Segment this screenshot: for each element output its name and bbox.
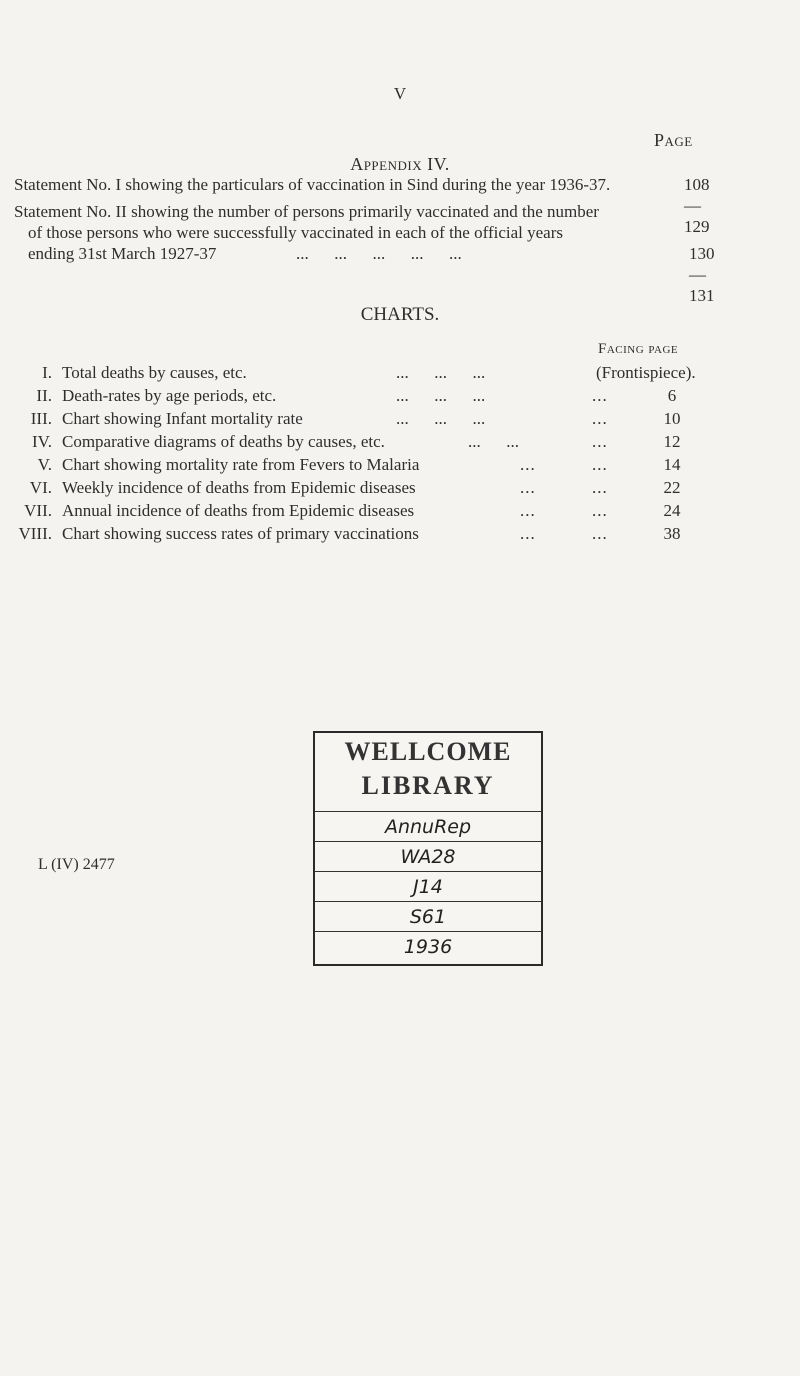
statement-2-line-1: Statement No. II showing the number of persons primarily vaccinated and the number [14,202,599,221]
chart-desc: Comparative diagrams of deaths by causes, etc. [62,432,385,451]
statement-2-line-3-text: ending 31st March 1927-37 [28,244,217,263]
chart-row [0,386,800,408]
chart-leader-2: ... [592,478,608,497]
chart-row [0,478,800,500]
chart-desc: Weekly incidence of deaths from Epidemic diseases [62,478,416,497]
chart-desc: Death-rates by age periods, etc. [62,386,277,405]
chart-leader: ... ... [468,432,519,451]
chart-leader-2: ... [592,386,608,405]
stamp-entry: 1936 [315,931,541,963]
chart-page: 10 [663,409,681,428]
chart-leader-2: ... [592,501,608,520]
statement-1-text: Statement No. I showing the particulars of vaccination in Sind during the year 1936-37. [14,175,611,194]
chart-page: 24 [663,501,681,520]
chart-row [0,524,800,546]
page-number: V [393,84,407,103]
chart-leader-2: ... [592,524,608,543]
chart-leader-2: ... [592,409,608,428]
stamp-title-line-2: LIBRARY [361,771,495,800]
charts-heading: CHARTS. [360,304,440,325]
chart-row [0,363,800,385]
chart-row [0,455,800,477]
chart-row [0,409,800,431]
chart-leader: ... [520,501,536,520]
chart-num: VIII. [18,524,52,543]
chart-desc: Chart showing Infant mortality rate [62,409,303,428]
facing-page-label: Facing page [598,341,679,357]
chart-desc: Chart showing success rates of primary vaccinations [62,524,419,543]
stamp-title-line-1: WELLCOME [344,737,512,766]
chart-page: 22 [663,478,681,497]
chart-page: (Frontispiece). [596,363,696,382]
chart-num: VI. [29,478,52,497]
chart-leader: ... ... ... [396,409,486,428]
call-number: L (IV) 2477 [38,856,115,873]
statement-1-pages: 108—129 [684,175,710,236]
chart-row [0,501,800,523]
page-column-label: Page [654,130,693,150]
stamp-entry: S61 [315,901,541,932]
chart-desc: Chart showing mortality rate from Fevers to Malaria [62,455,420,474]
chart-num: I. [42,363,52,382]
statement-2-leader: ... ... ... ... ... [296,244,462,263]
chart-num: V. [37,455,52,474]
chart-leader-2: ... [592,455,608,474]
chart-leader: ... [520,478,536,497]
appendix-heading: Appendix IV. [350,154,450,174]
stamp-entry: J14 [315,871,541,902]
stamp-entry: WA28 [315,841,541,872]
statement-2-line-2: of those persons who were successfully vaccinated in each of the official years [28,223,563,242]
chart-page: 38 [663,524,681,543]
statement-2-line-3 [14,243,599,264]
chart-desc: Total deaths by causes, etc. [62,363,247,382]
chart-num: II. [36,386,52,405]
statement-2-pages: 130—131 [689,244,715,305]
chart-leader-2: ... [592,432,608,451]
chart-leader: ... [520,524,536,543]
chart-leader: ... ... ... [396,363,486,382]
chart-leader: ... ... ... [396,386,486,405]
chart-leader: ... [520,455,536,474]
stamp-entry: AnnuRep [315,811,541,842]
chart-row [0,432,800,454]
chart-page: 6 [667,386,677,405]
chart-num: IV. [32,432,52,451]
chart-num: III. [30,409,52,428]
chart-num: VII. [24,501,52,520]
chart-page: 14 [663,455,681,474]
library-stamp [313,731,543,966]
chart-page: 12 [663,432,681,451]
chart-desc: Annual incidence of deaths from Epidemic diseases [62,501,415,520]
